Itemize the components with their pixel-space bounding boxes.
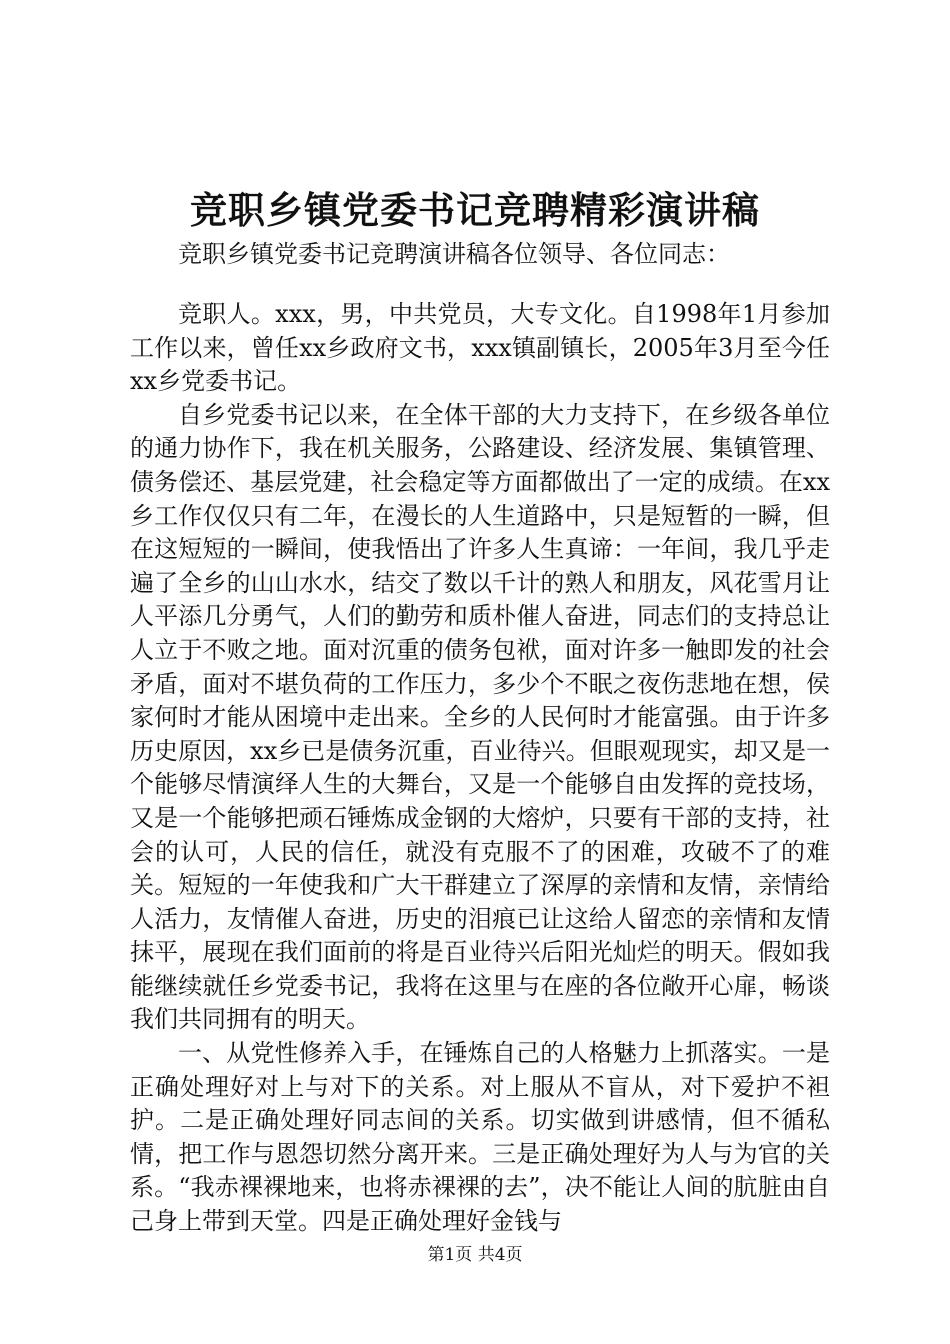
document-title: 竞职乡镇党委书记竞聘精彩演讲稿 (190, 188, 760, 232)
paragraph-intro: 竞职人。xxx，男，中共党员，大专文化。自1998年1月参加工作以来，曾任xx乡政府文书，xxx镇副镇长，2005年3月至今任xx乡党委书记。 (130, 300, 830, 396)
page-number-footer: 第1页 共4页 (427, 1245, 523, 1265)
paragraph-plan-one: 一、从党性修养入手，在锤炼自己的人格魅力上抓落实。一是正确处理好对上与对下的关系。对上服从不盲从，对下爱护不袒护。二是正确处理好同志间的关系。切实做到讲感情，但不循私情，把工作与恩怨切然分离开来。三是正确处理好为人与为官的关系。“我赤裸裸地来，也将赤裸裸的去”，决不能让人间的肮脏由自己身上带到天堂。四是正确处理好金钱与 (130, 1039, 830, 1236)
document-body (130, 298, 830, 1239)
document-salutation: 竞职乡镇党委书记竞聘演讲稿各位领导、各位同志： (178, 240, 730, 268)
paragraph-experience: 自乡党委书记以来，在全体干部的大力支持下，在乡级各单位的通力协作下，我在机关服务，公路建设、经济发展、集镇管理、债务偿还、基层党建，社会稳定等方面都做出了一定的成绩。在xx乡工作仅仅只有二年，在漫长的人生道路中，只是短暂的一瞬，但在这短短的一瞬间，使我悟出了许多人生真谛：一年间，我几乎走遍了全乡的山山水水，结交了数以千计的熟人和朋友，风花雪月让人平添几分勇气，人们的勤劳和质朴催人奋进，同志们的支持总让人立于不败之地。面对沉重的债务包袱，面对许多一触即发的社会矛盾，面对不堪负荷的工作压力，多少个不眠之夜伤悲地在想，侯家何时才能从困境中走出来。全乡的人民何时才能富强。由于许多历史原因，xx乡已是债务沉重，百业待兴。但眼观现实，却又是一个能够尽情演绎人生的大舞台，又是一个能够自由发挥的竞技场，又是一个能够把顽石锤炼成金钢的大熔炉，只要有干部的支持，社会的认可，人民的信任，就没有克服不了的困难，攻破不了的难关。短短的一年使我和广大干群建立了深厚的亲情和友情，亲情给人活力，友情催人奋进，历史的泪痕已让这给人留恋的亲情和友情抹平，展现在我们面前的将是百业待兴后阳光灿烂的明天。假如我能继续就任乡党委书记，我将在这里与在座的各位敞开心扉，畅谈我们共同拥有的明天。 (130, 400, 830, 1034)
